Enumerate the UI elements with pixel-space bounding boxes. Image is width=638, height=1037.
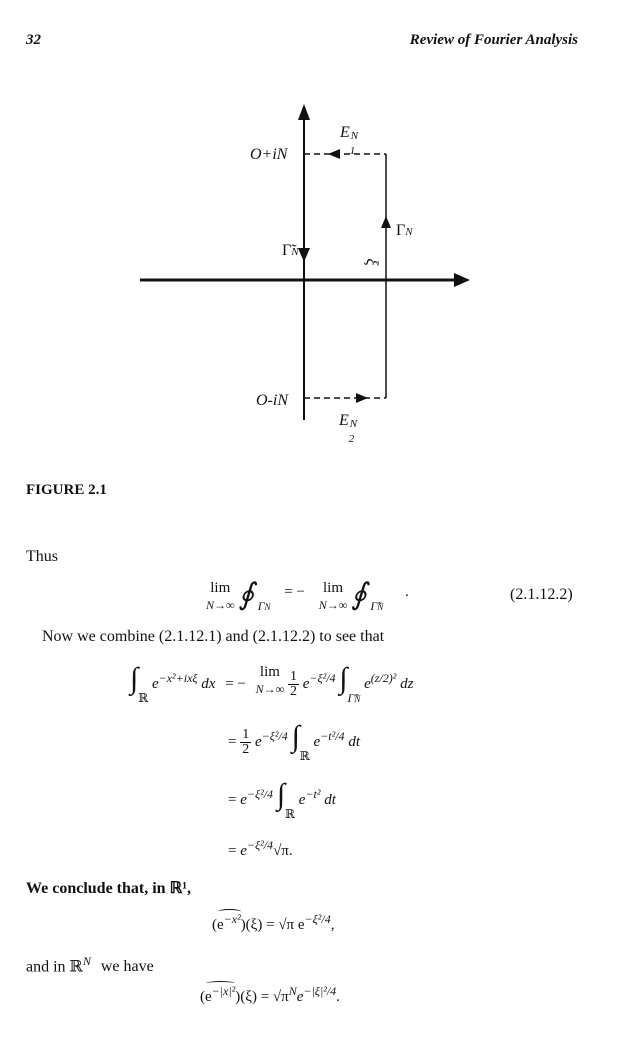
equation-2-1-12-2: lim N→∞ ∮ $_{\Gamma N}$ = − lim N→∞ ∮ $_{\GammãN}$ . [206, 578, 409, 613]
label-e1: E N 1 [340, 124, 359, 157]
running-title: Review of Fourier Analysis [409, 32, 578, 48]
real-axis-arrowhead [454, 273, 470, 287]
label-e2: E N 2 [339, 412, 358, 445]
gamma-n-arrowhead [381, 216, 391, 228]
equation-line-3: = $e^{-\xi^2/4}$ $\int_ℝ$ $e^{-t^2}$ dt [228, 778, 336, 821]
label-xi: ξ [362, 258, 382, 266]
figure-caption: FIGURE 2.1 [26, 482, 107, 498]
imaginary-axis-arrowhead [298, 104, 310, 120]
text-conclude: We conclude that, in ℝ¹, [26, 880, 192, 897]
text-thus: Thus [26, 548, 58, 565]
label-gamma-tilde-n: Γ̃N [282, 242, 299, 259]
equation-line-1: $\int_ℝ$ $e^{-x^2+ix\xi}$ dx = − lim N→∞ $\frac{1}{2}$ $e^{-\xi^2/4}$ $\int_{\GammãN}$ $e^{(z/2)^2}$ dz [130, 662, 414, 705]
equation-line-2: = $\frac{1}{2}$ $e^{-\xi^2/4}$ $\int_ℝ$ $e^{-t^2/4}$ dt [228, 720, 360, 763]
text-combine: Now we combine (2.1.12.1) and (2.1.12.2) to see that [42, 628, 385, 645]
e1-arrowhead [328, 149, 340, 159]
equation-fourier-rn: $(e^{-|x|^2})(\xi) = √\pi^Ne^{-|\xi|^2/4}$. [200, 984, 340, 1006]
label-gamma-n: ΓN [396, 222, 413, 239]
gamma-tilde-arrowhead [298, 248, 310, 262]
label-o-plus-in: O+iN [250, 146, 288, 163]
contour-diagram [0, 90, 638, 450]
equation-line-4: = $e^{-\xi^2/4}√\pi$. [228, 838, 293, 859]
equation-fourier-r1: $(e^{-x^2})(\xi) = √\pi$ $e^{-\xi^2/4}$, [212, 912, 334, 934]
text-and-in-rn: and in ℝ$^N$ we have [26, 954, 154, 976]
equation-number: (2.1.12.2) [510, 586, 573, 603]
label-o-minus-in: O-iN [256, 392, 288, 409]
e2-arrowhead [356, 393, 368, 403]
page-number: 32 [26, 32, 41, 48]
